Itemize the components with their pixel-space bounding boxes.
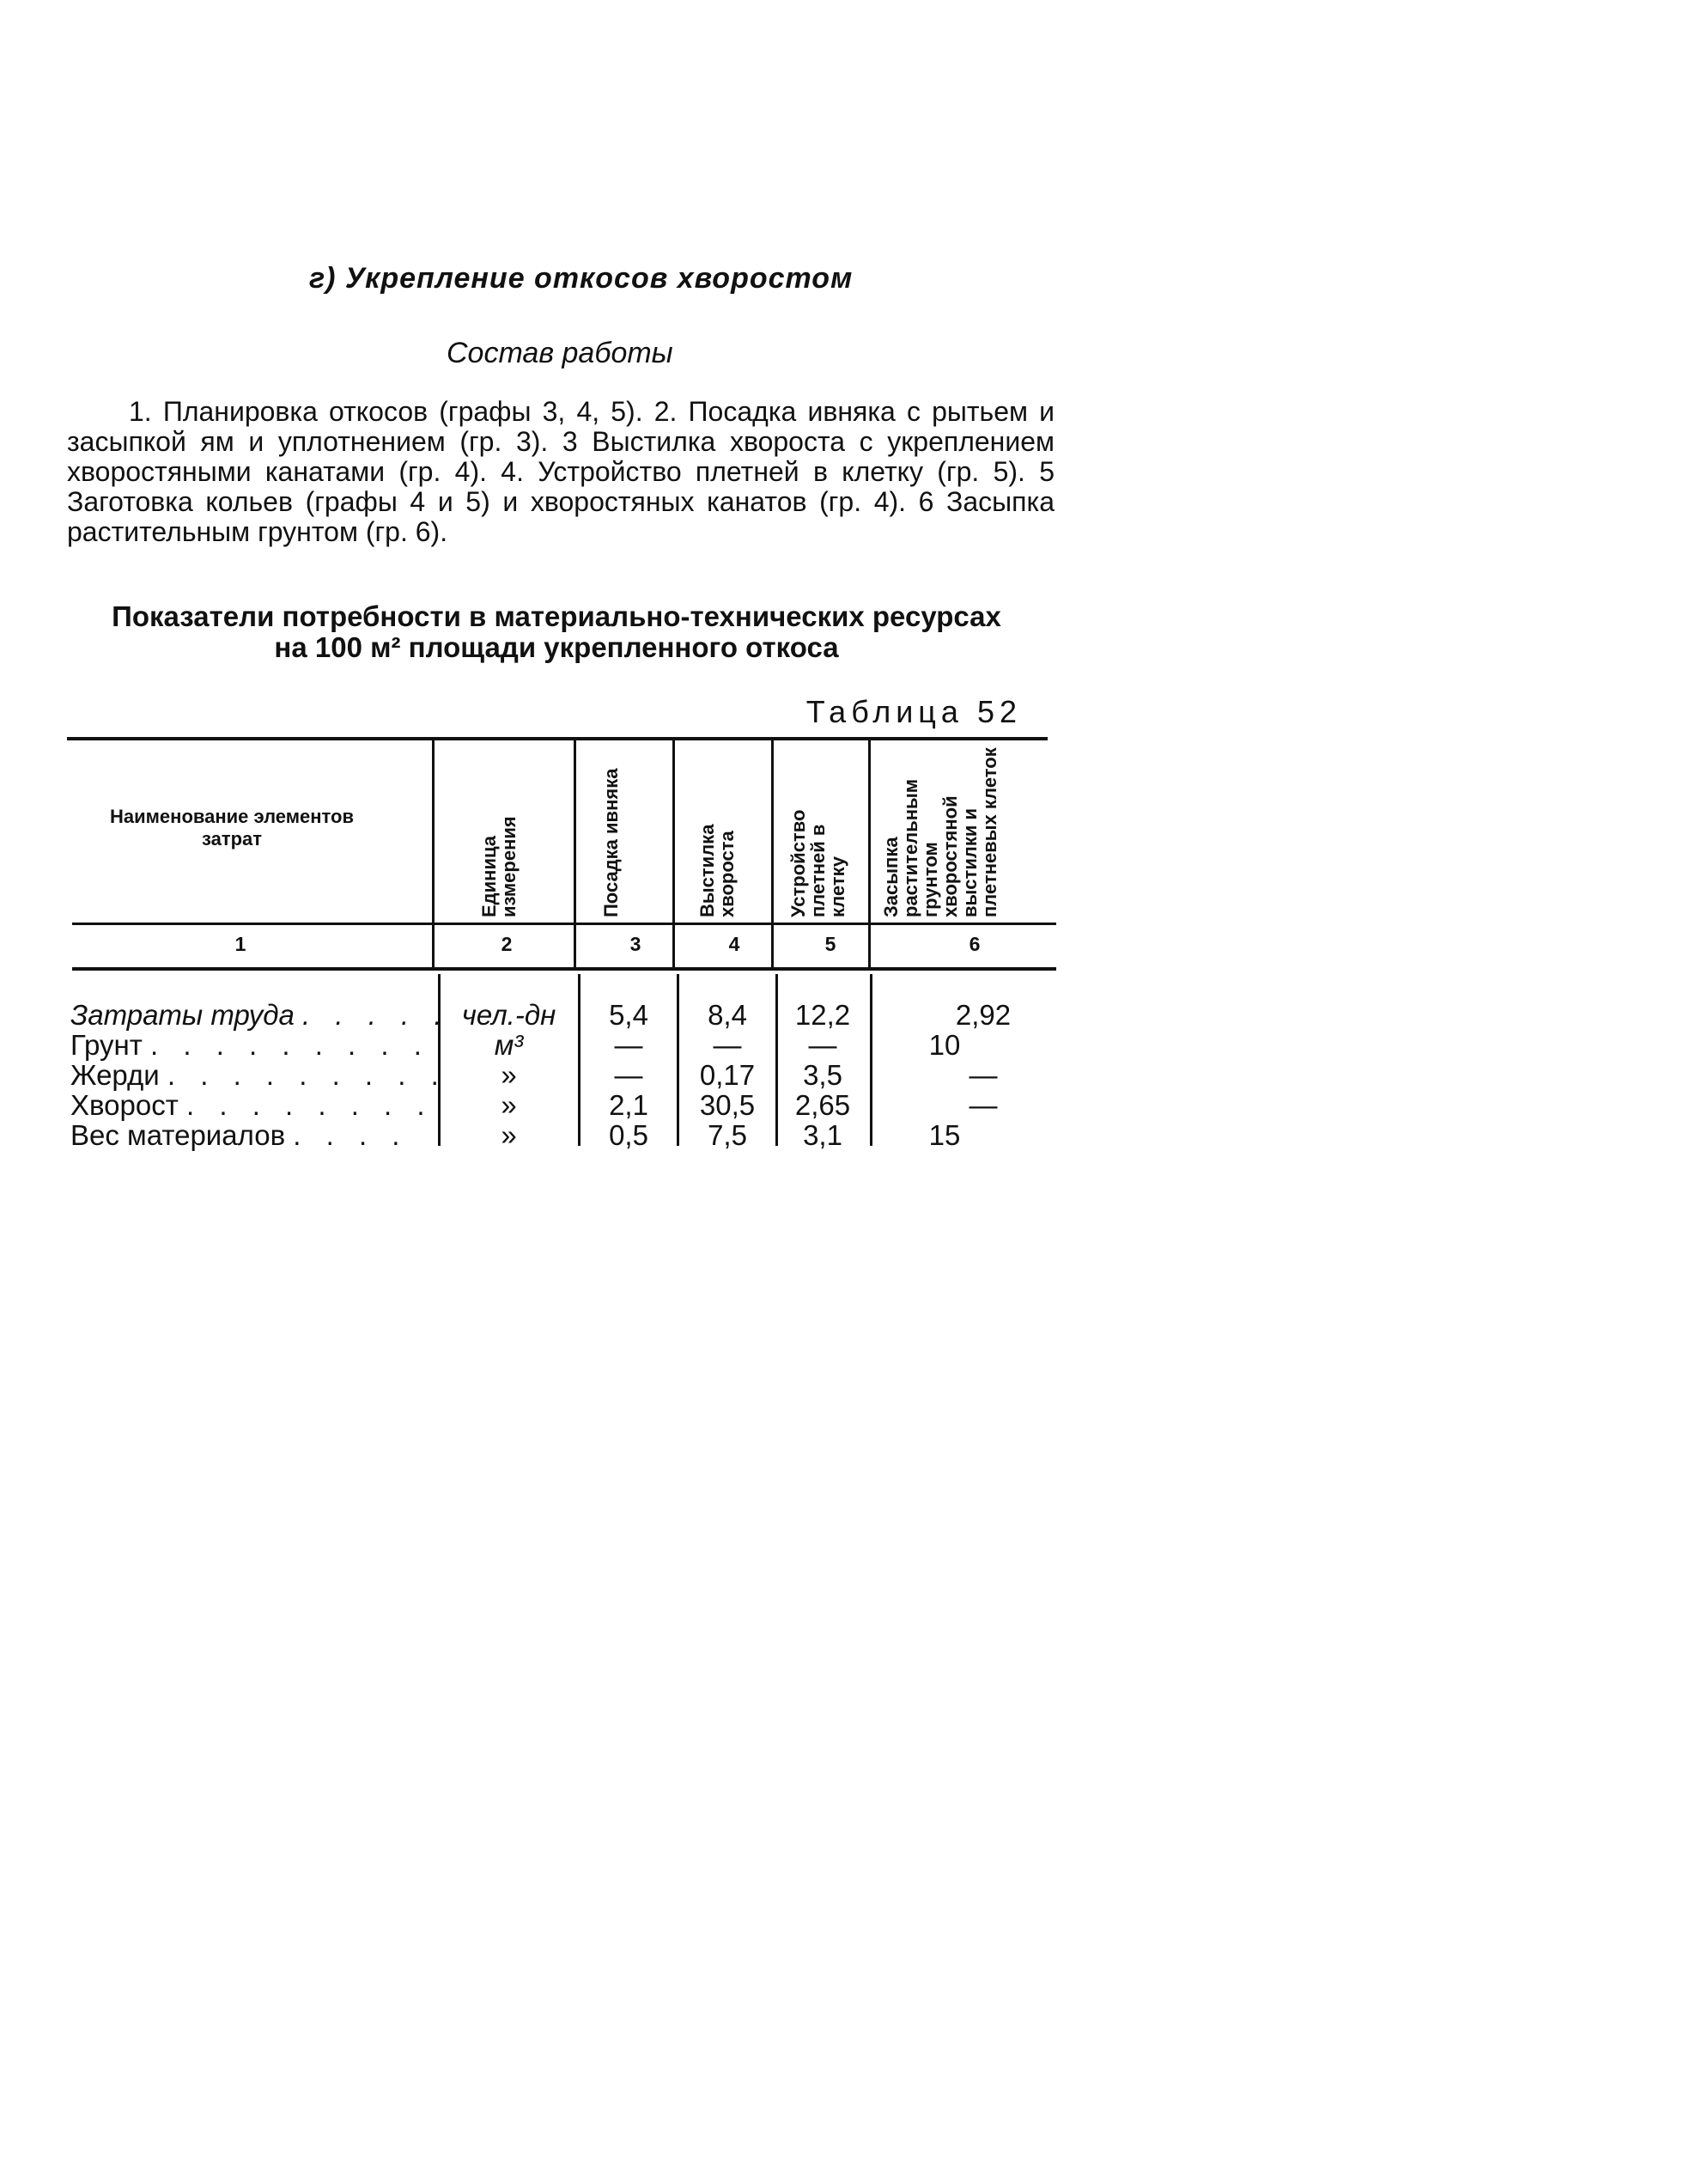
row-value-col6: 15	[928, 1119, 961, 1151]
row-value-col3: 0,5	[609, 1119, 648, 1151]
header-unit: Единица измерения	[478, 816, 520, 917]
row-value-col5: 12,2	[794, 999, 851, 1031]
row-value-col5: 2,65	[794, 1089, 851, 1121]
row-name: Затраты труда . . . . .	[70, 999, 451, 1031]
row-value-col6: 10	[928, 1029, 961, 1061]
header-brush-laying: Выстилка хвороста	[696, 824, 738, 917]
row-value-col4: 8,4	[708, 999, 747, 1031]
row-unit: чел.-дн	[461, 999, 556, 1031]
header-divider	[574, 740, 576, 967]
row-value-col4: 30,5	[699, 1089, 756, 1121]
section-title: г) Укрепление откосов хворостом	[309, 262, 854, 295]
column-number-3: 3	[629, 933, 641, 955]
column-number-2: 2	[501, 933, 513, 955]
table-heading	[67, 601, 1046, 663]
column-number-5: 5	[824, 933, 836, 955]
table-label: Таблица 52	[805, 694, 1022, 729]
header-divider	[432, 740, 435, 967]
row-value-col4: —	[713, 1029, 742, 1061]
row-name: Хворост . . . . . . . .	[70, 1089, 434, 1121]
table-row	[0, 1030, 1116, 1061]
column-number-4: 4	[728, 933, 740, 955]
row-name: Жерди . . . . . . . . .	[70, 1059, 447, 1091]
column-number-6: 6	[969, 933, 981, 955]
row-value-col4: 7,5	[708, 1119, 747, 1151]
table-heading-line1: Показатели потребности в материально-технических ресурсах	[112, 600, 1001, 632]
table-heading-line2: на 100 м² площади укрепленного откоса	[274, 631, 839, 663]
header-wattle-cells: Устройство плетней в клетку	[787, 809, 848, 917]
row-name: Вес материалов . . . .	[70, 1119, 409, 1151]
header-willow-planting: Посадка ивняка	[600, 768, 622, 917]
work-description: 1. Планировка откосов (графы 3, 4, 5). 2. Посадка ивняка с рытьем и засыпкой ям и уплотнением (гр. 3). 3 Выстилка хвороста с укреплением хворостяными канатами (гр. 4). 4. Устройство плетней в клетку (гр. 5). 5 Заготовка кольев (графы 4 и 5) и хворостяных канатов (гр. 4). 6 Засыпка растительным грунтом (гр. 6).	[67, 396, 1055, 547]
row-value-col3: 2,1	[609, 1089, 648, 1121]
column-number-1: 1	[234, 933, 246, 955]
section-subtitle: Состав работы	[447, 337, 673, 369]
table-row	[0, 1090, 1116, 1121]
row-value-col4: 0,17	[699, 1059, 756, 1091]
header-soil-filling: Засыпка растительным грунтом хворостяной выстилки и плетневых клеток	[880, 747, 1000, 917]
row-unit: »	[501, 1059, 517, 1091]
row-value-col6: —	[969, 1089, 998, 1121]
row-value-col3: 5,4	[609, 999, 648, 1031]
row-unit: м³	[494, 1029, 524, 1061]
table-top-rule	[67, 737, 1048, 740]
header-cost-element: Наименование элементов затрат	[110, 806, 354, 850]
table-row	[0, 1120, 1116, 1151]
row-value-col3: —	[614, 1029, 643, 1061]
row-value-col5: —	[808, 1029, 837, 1061]
row-value-col5: 3,5	[803, 1059, 842, 1091]
row-value-col6: 2,92	[955, 999, 1012, 1031]
header-bottom-rule	[72, 923, 1056, 925]
row-unit: »	[501, 1089, 517, 1121]
table-row	[0, 1000, 1116, 1031]
row-name: Грунт . . . . . . . . .	[70, 1029, 430, 1061]
column-numbers-rule	[72, 967, 1056, 971]
row-value-col5: 3,1	[803, 1119, 842, 1151]
row-unit: »	[501, 1119, 517, 1151]
row-value-col3: —	[614, 1059, 643, 1091]
table-row	[0, 1060, 1116, 1091]
row-value-col6: —	[969, 1059, 998, 1091]
